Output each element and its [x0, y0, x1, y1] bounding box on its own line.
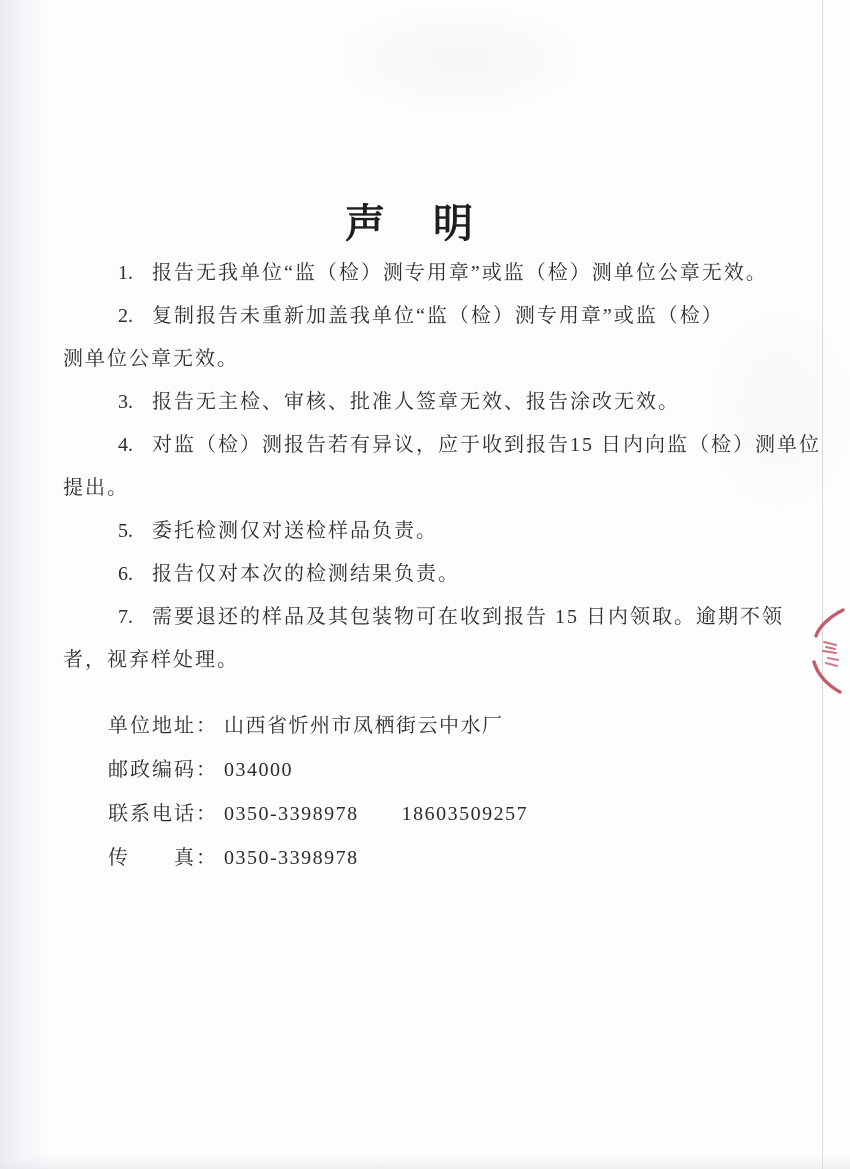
red-seal-stamp-icon	[803, 602, 850, 698]
item-6-number: 6.	[118, 563, 133, 585]
contact-phone-value: 0350-3398978 18603509257	[224, 803, 529, 825]
contact-postcode-row	[108, 748, 528, 792]
declaration-item-7-continued: 者，视弃样处理。	[63, 649, 239, 671]
item-6-text: 报告仅对本次的检测结果负责。	[152, 563, 460, 585]
item-2-text: 复制报告未重新加盖我单位“监（检）测专用章”或监（检）	[152, 305, 724, 327]
contact-address-row	[108, 704, 528, 748]
declaration-item-6	[63, 553, 823, 596]
contact-info	[108, 704, 528, 880]
declaration-item-2-continued: 测单位公章无效。	[63, 348, 239, 370]
item-5-text: 委托检测仅对送检样品负责。	[152, 520, 438, 542]
item-3-text: 报告无主检、审核、批准人签章无效、报告涂改无效。	[152, 391, 680, 413]
item-3-number: 3.	[118, 391, 133, 413]
declaration-item-5	[63, 510, 823, 553]
contact-address-value: 山西省忻州市凤栖街云中水厂	[224, 715, 504, 737]
scan-left-shading	[0, 0, 52, 1169]
declaration-item-3	[63, 381, 823, 424]
page-title: 声 明	[345, 202, 477, 246]
contact-postcode-label: 邮政编码：	[108, 759, 218, 781]
declaration-item-4-continued: 提出。	[63, 477, 129, 499]
contact-address-label: 单位地址：	[108, 715, 218, 737]
contact-fax-label: 传 真：	[108, 847, 218, 869]
declaration-item-1	[63, 252, 823, 295]
item-2-number: 2.	[118, 305, 133, 327]
declaration-list	[63, 252, 823, 682]
contact-postcode-value: 034000	[224, 759, 293, 781]
contact-phone-row	[108, 792, 528, 836]
scan-noise	[330, 0, 590, 120]
item-1-number: 1.	[118, 262, 133, 284]
declaration-item-7	[63, 596, 823, 639]
item-7-number: 7.	[118, 606, 133, 628]
contact-fax-row	[108, 836, 528, 880]
scan-bottom-shading	[0, 1157, 850, 1169]
item-7-text: 需要退还的样品及其包装物可在收到报告 15 日内领取。逾期不领	[152, 606, 784, 628]
contact-fax-value: 0350-3398978	[224, 847, 359, 869]
declaration-item-2	[63, 295, 823, 338]
declaration-item-4	[63, 424, 823, 467]
contact-phone-label: 联系电话：	[108, 803, 218, 825]
item-1-text: 报告无我单位“监（检）测专用章”或监（检）测单位公章无效。	[152, 262, 768, 284]
item-4-text: 对监（检）测报告若有异议，应于收到报告15 日内向监（检）测单位	[152, 434, 821, 456]
item-5-number: 5.	[118, 520, 133, 542]
item-4-number: 4.	[118, 434, 133, 456]
